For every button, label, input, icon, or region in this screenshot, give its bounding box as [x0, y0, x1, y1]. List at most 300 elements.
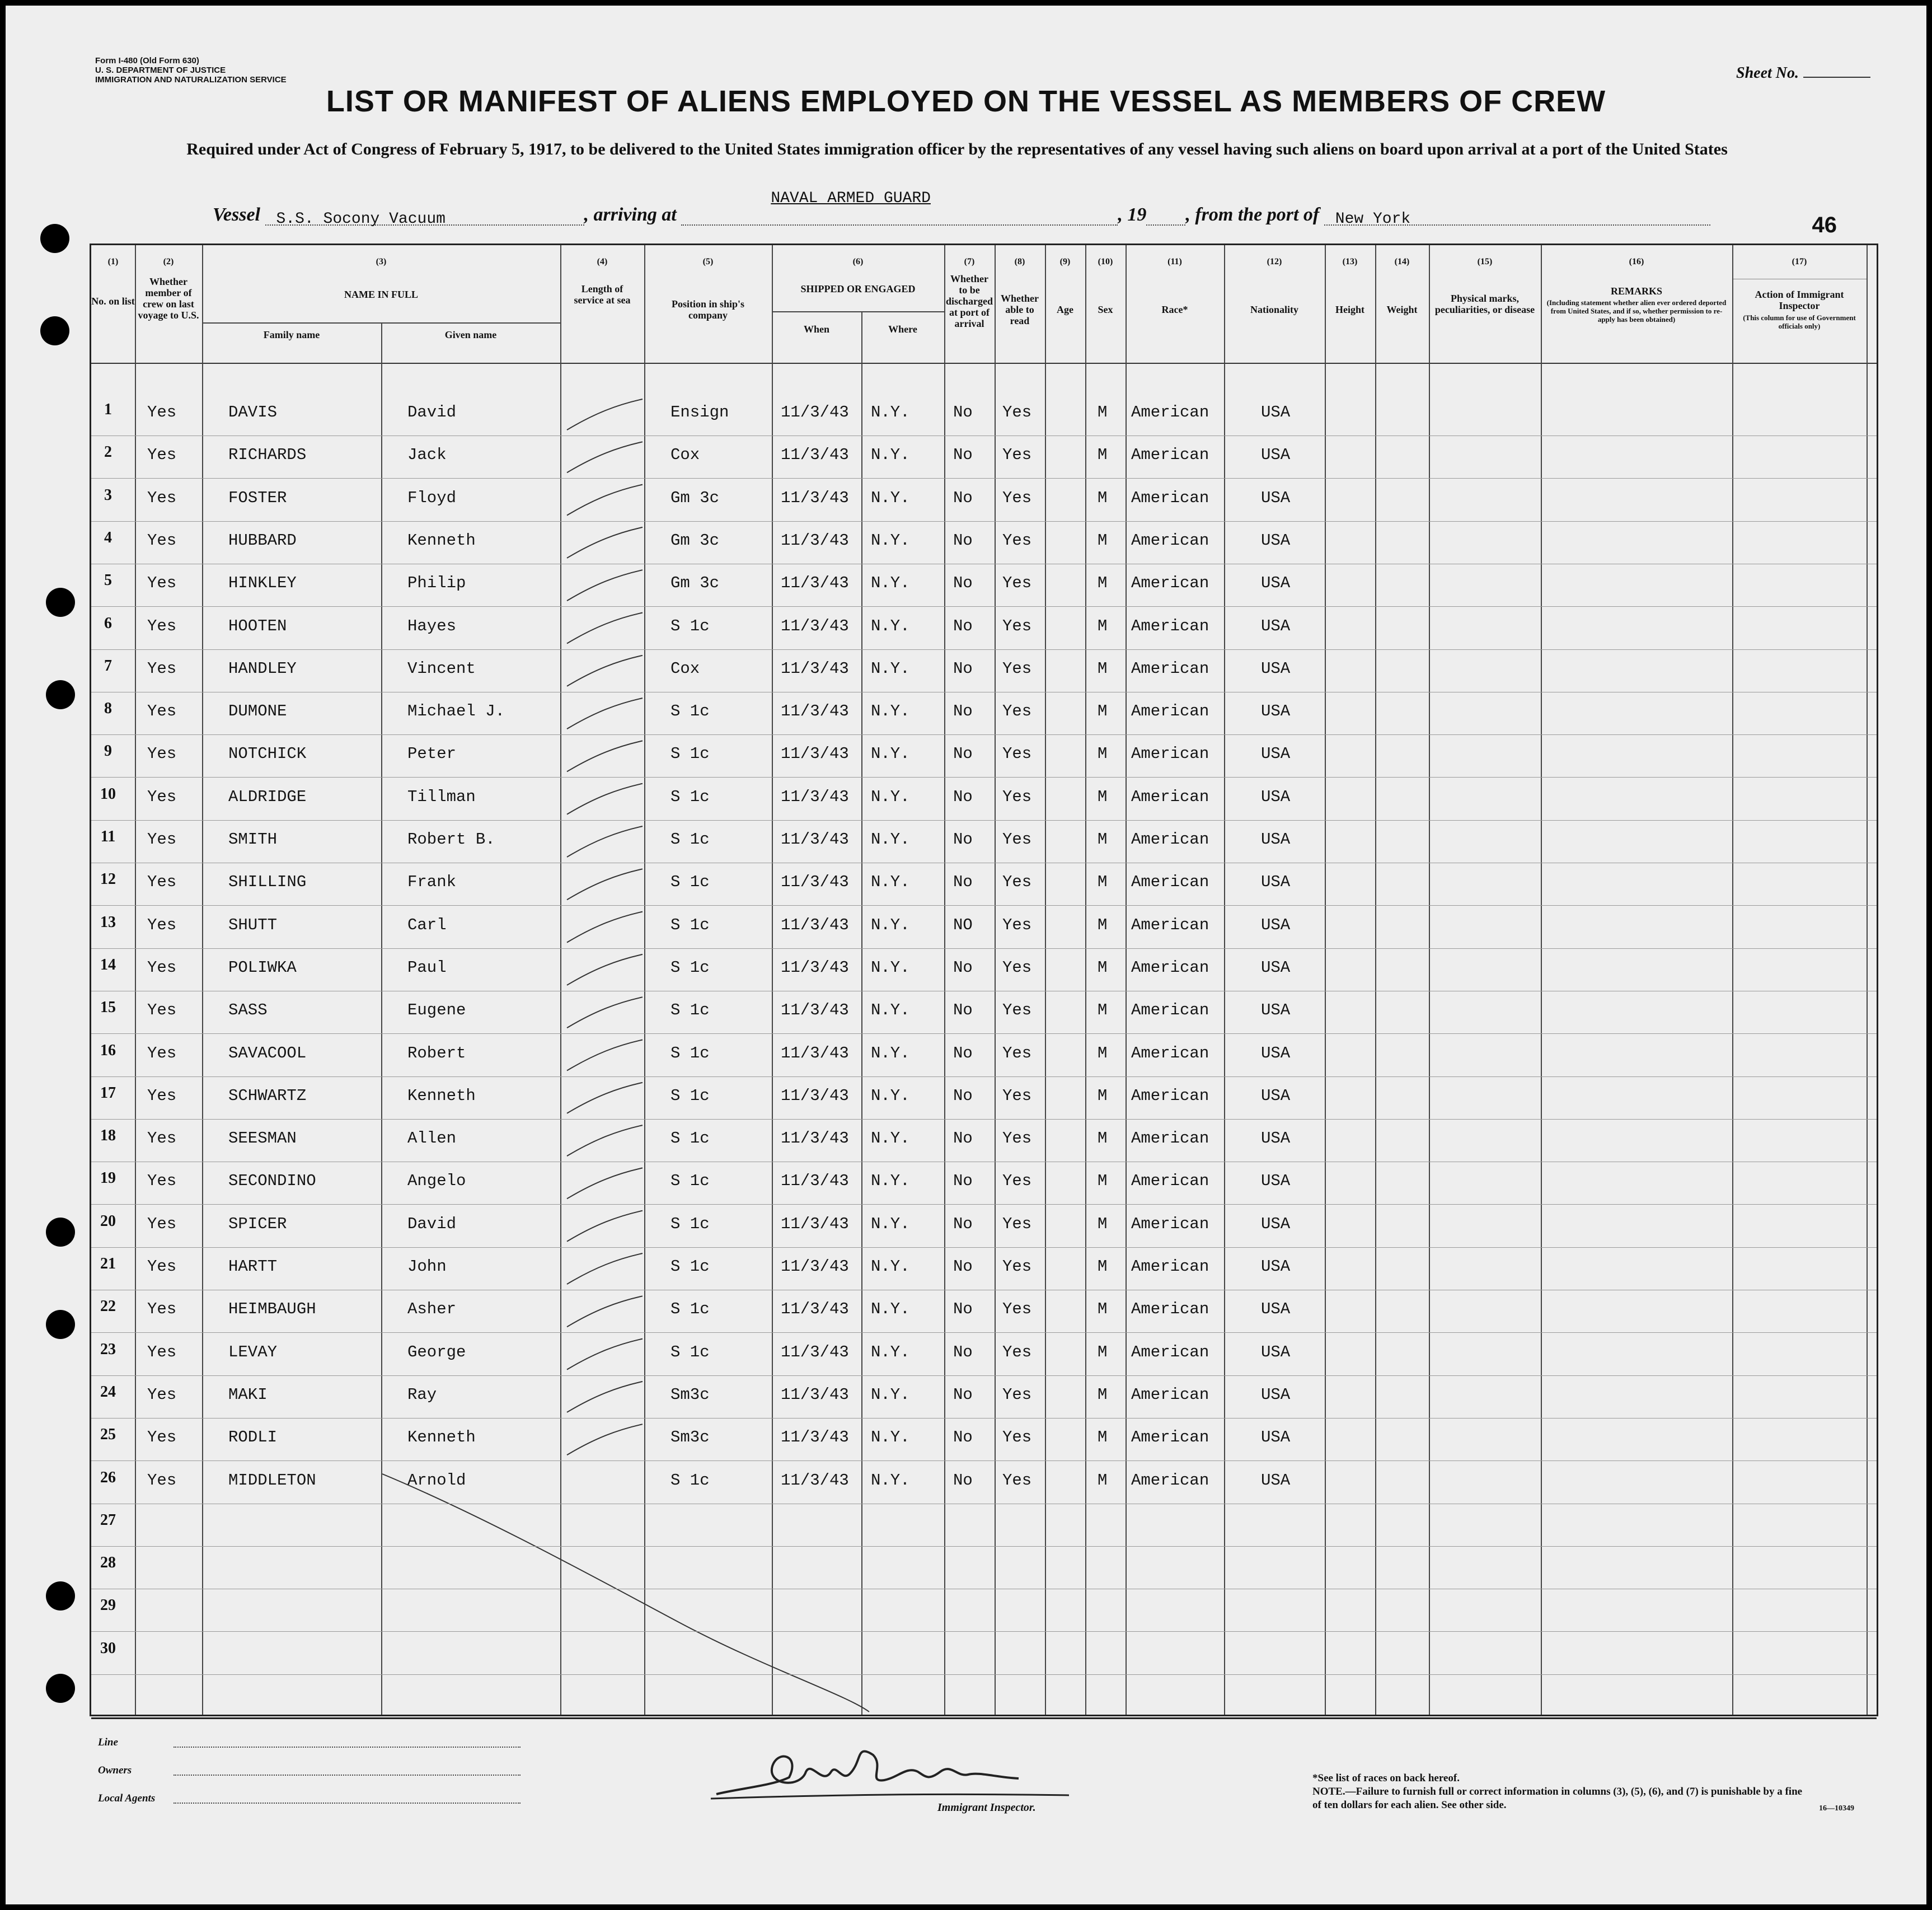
cell-nat: USA — [1261, 488, 1291, 507]
cell-disch: NO — [953, 915, 973, 934]
punch-hole — [46, 1581, 75, 1611]
cell-position: S 1c — [670, 1001, 710, 1020]
cell-crew: Yes — [147, 873, 177, 892]
cell-disch: No — [953, 702, 973, 721]
cell-family: SECONDINO — [228, 1172, 316, 1191]
col15-num: (15) — [1477, 257, 1493, 266]
row-number: 1 — [104, 401, 112, 418]
cell-when: 11/3/43 — [781, 1257, 849, 1276]
cell-sex: M — [1098, 1257, 1108, 1276]
cell-position: S 1c — [670, 1300, 710, 1319]
length-of-service-strokes — [91, 245, 1877, 1715]
cell-crew: Yes — [147, 1257, 177, 1276]
cell-race: American — [1131, 1043, 1209, 1062]
cell-sex: M — [1098, 1471, 1108, 1490]
cell-position: S 1c — [670, 830, 710, 849]
cell-read: Yes — [1002, 659, 1032, 678]
cell-crew: Yes — [147, 446, 177, 465]
cell-where: N.Y. — [871, 531, 910, 550]
cell-crew: Yes — [147, 1001, 177, 1020]
row-number: 23 — [100, 1340, 116, 1358]
cell-sex: M — [1098, 1043, 1108, 1062]
cell-read: Yes — [1002, 531, 1032, 550]
penalty-note: NOTE.—Failure to furnish full or correct information in columns (3), (5), (6), and (7) is punishable by a fine of ten dollars for each alien. See other side. — [1312, 1786, 1803, 1811]
row-number: 17 — [100, 1084, 116, 1102]
cell-disch: No — [953, 958, 973, 977]
cell-sex: M — [1098, 1172, 1108, 1191]
cell-position: S 1c — [670, 616, 710, 635]
cell-crew: Yes — [147, 531, 177, 550]
cell-crew: Yes — [147, 616, 177, 635]
cell-when: 11/3/43 — [781, 1300, 849, 1319]
cell-crew: Yes — [147, 702, 177, 721]
cell-given: John — [407, 1257, 447, 1276]
cell-disch: No — [953, 659, 973, 678]
cell-sex: M — [1098, 745, 1108, 764]
cell-disch: No — [953, 616, 973, 635]
row-number: 24 — [100, 1383, 116, 1401]
cell-disch: No — [953, 1172, 973, 1191]
cell-when: 11/3/43 — [781, 1214, 849, 1233]
cell-race: American — [1131, 958, 1209, 977]
cell-family: RODLI — [228, 1428, 278, 1447]
cell-disch: No — [953, 1214, 973, 1233]
cell-nat: USA — [1261, 1214, 1291, 1233]
cell-family: HOOTEN — [228, 616, 287, 635]
cell-position: Cox — [670, 659, 700, 678]
row-number: 22 — [100, 1298, 116, 1316]
cell-where: N.Y. — [871, 1471, 910, 1490]
cell-given: Paul — [407, 958, 447, 977]
cell-sex: M — [1098, 1428, 1108, 1447]
inspector-signature — [705, 1733, 1075, 1805]
cell-nat: USA — [1261, 1342, 1291, 1361]
sheet-number — [1736, 64, 1870, 82]
cell-nat: USA — [1261, 403, 1291, 422]
cell-race: American — [1131, 531, 1209, 550]
cell-read: Yes — [1002, 1257, 1032, 1276]
cell-read: Yes — [1002, 873, 1032, 892]
row-number: 27 — [100, 1511, 116, 1529]
cell-family: LEVAY — [228, 1342, 278, 1361]
cell-read: Yes — [1002, 1001, 1032, 1020]
cell-crew: Yes — [147, 488, 177, 507]
cell-where: N.Y. — [871, 403, 910, 422]
cell-nat: USA — [1261, 830, 1291, 849]
cell-given: Kenneth — [407, 531, 476, 550]
col14-num: (14) — [1394, 257, 1410, 266]
cell-when: 11/3/43 — [781, 830, 849, 849]
cell-disch: No — [953, 1471, 973, 1490]
cell-position: S 1c — [670, 1086, 710, 1105]
cell-sex: M — [1098, 702, 1108, 721]
cell-nat: USA — [1261, 787, 1291, 806]
cell-given: Floyd — [407, 488, 457, 507]
cell-nat: USA — [1261, 915, 1291, 934]
cell-where: N.Y. — [871, 574, 910, 593]
cell-read: Yes — [1002, 915, 1032, 934]
cell-sex: M — [1098, 531, 1108, 550]
cell-read: Yes — [1002, 616, 1032, 635]
row-number: 26 — [100, 1468, 116, 1486]
cell-where: N.Y. — [871, 958, 910, 977]
cell-race: American — [1131, 1300, 1209, 1319]
cell-where: N.Y. — [871, 1172, 910, 1191]
punch-hole — [40, 224, 69, 253]
cell-position: S 1c — [670, 745, 710, 764]
col1-header: No. on list — [91, 296, 135, 307]
cell-crew: Yes — [147, 1385, 177, 1404]
row-number: 21 — [100, 1255, 116, 1272]
cell-crew: Yes — [147, 403, 177, 422]
row-number: 2 — [104, 443, 112, 461]
cell-disch: No — [953, 1300, 973, 1319]
cell-given: Frank — [407, 873, 457, 892]
cell-family: SCHWARTZ — [228, 1086, 307, 1105]
cell-family: HANDLEY — [228, 659, 297, 678]
cell-read: Yes — [1002, 1428, 1032, 1447]
cell-nat: USA — [1261, 702, 1291, 721]
cell-nat: USA — [1261, 1385, 1291, 1404]
cell-when: 11/3/43 — [781, 616, 849, 635]
cell-given: David — [407, 1214, 457, 1233]
cell-where: N.Y. — [871, 873, 910, 892]
cell-crew: Yes — [147, 1172, 177, 1191]
arriving-value: NAVAL ARMED GUARD — [771, 190, 931, 207]
col9-num: (9) — [1059, 257, 1071, 266]
cell-family: MIDDLETON — [228, 1471, 316, 1490]
cell-crew: Yes — [147, 787, 177, 806]
cell-crew: Yes — [147, 1471, 177, 1490]
cell-read: Yes — [1002, 1086, 1032, 1105]
cell-when: 11/3/43 — [781, 915, 849, 934]
cell-given: Michael J. — [407, 702, 505, 721]
col12-header: Nationality — [1250, 304, 1298, 315]
cell-family: MAKI — [228, 1385, 268, 1404]
cell-when: 11/3/43 — [781, 787, 849, 806]
cell-disch: No — [953, 446, 973, 465]
cell-where: N.Y. — [871, 1342, 910, 1361]
cell-when: 11/3/43 — [781, 531, 849, 550]
sheet-label: Sheet No. — [1736, 64, 1799, 82]
cell-read: Yes — [1002, 745, 1032, 764]
cell-race: American — [1131, 873, 1209, 892]
cell-when: 11/3/43 — [781, 1129, 849, 1148]
punch-hole — [46, 1218, 75, 1247]
cell-crew: Yes — [147, 915, 177, 934]
cell-read: Yes — [1002, 1172, 1032, 1191]
cell-race: American — [1131, 574, 1209, 593]
row-number: 9 — [104, 742, 112, 760]
cell-where: N.Y. — [871, 1428, 910, 1447]
cell-read: Yes — [1002, 1471, 1032, 1490]
col11-num: (11) — [1167, 257, 1182, 266]
cell-family: SMITH — [228, 830, 278, 849]
races-note: *See list of races on back hereof. — [1312, 1772, 1460, 1784]
cell-read: Yes — [1002, 787, 1032, 806]
cell-where: N.Y. — [871, 659, 910, 678]
cell-nat: USA — [1261, 1428, 1291, 1447]
cell-sex: M — [1098, 1300, 1108, 1319]
cell-read: Yes — [1002, 488, 1032, 507]
cell-given: Angelo — [407, 1172, 466, 1191]
cell-where: N.Y. — [871, 1385, 910, 1404]
col15-header: Physical marks, peculiarities, or disease — [1434, 293, 1535, 315]
cell-crew: Yes — [147, 958, 177, 977]
cell-sex: M — [1098, 1214, 1108, 1233]
cell-when: 11/3/43 — [781, 403, 849, 422]
cell-read: Yes — [1002, 403, 1032, 422]
punch-hole — [46, 1674, 75, 1703]
cell-race: American — [1131, 1385, 1209, 1404]
cell-nat: USA — [1261, 616, 1291, 635]
col3-header: NAME IN FULL — [344, 289, 418, 300]
row-number: 8 — [104, 700, 112, 718]
cell-crew: Yes — [147, 1043, 177, 1062]
row-number: 13 — [100, 913, 116, 931]
row-number: 29 — [100, 1597, 116, 1614]
cell-disch: No — [953, 1428, 973, 1447]
cell-family: POLIWKA — [228, 958, 297, 977]
cell-crew: Yes — [147, 574, 177, 593]
row-number: 28 — [100, 1554, 116, 1572]
form-number: Form I-480 (Old Form 630) — [95, 56, 199, 65]
cell-nat: USA — [1261, 958, 1291, 977]
col13-header: Height — [1335, 304, 1364, 315]
cell-sex: M — [1098, 446, 1108, 465]
cell-nat: USA — [1261, 659, 1291, 678]
row-number: 25 — [100, 1426, 116, 1444]
punch-hole — [46, 680, 75, 709]
cell-read: Yes — [1002, 830, 1032, 849]
cell-nat: USA — [1261, 1043, 1291, 1062]
cell-race: American — [1131, 1342, 1209, 1361]
cell-sex: M — [1098, 403, 1108, 422]
cell-race: American — [1131, 1129, 1209, 1148]
cell-position: S 1c — [670, 787, 710, 806]
cell-disch: No — [953, 787, 973, 806]
cell-race: American — [1131, 403, 1209, 422]
cell-given: Hayes — [407, 616, 457, 635]
col11-header: Race* — [1161, 304, 1188, 315]
cell-where: N.Y. — [871, 1129, 910, 1148]
cell-sex: M — [1098, 488, 1108, 507]
cell-where: N.Y. — [871, 1043, 910, 1062]
cell-crew: Yes — [147, 659, 177, 678]
cell-when: 11/3/43 — [781, 1428, 849, 1447]
cell-sex: M — [1098, 1385, 1108, 1404]
cell-position: Ensign — [670, 403, 729, 422]
cell-when: 11/3/43 — [781, 873, 849, 892]
row-number: 12 — [100, 870, 116, 888]
row-number: 30 — [100, 1639, 116, 1657]
cell-race: American — [1131, 659, 1209, 678]
cell-given: Kenneth — [407, 1428, 476, 1447]
vessel-label: Vessel — [213, 204, 260, 225]
cell-nat: USA — [1261, 1172, 1291, 1191]
cell-family: DAVIS — [228, 403, 278, 422]
col2-num: (2) — [163, 257, 174, 266]
cell-given: Jack — [407, 446, 447, 465]
col6-header: SHIPPED OR ENGAGED — [800, 283, 916, 294]
col16-subheader: (Including statement whether alien ever ordered deported from United States, and if so, whether permission to re-apply has been obtained) — [1546, 298, 1727, 324]
cell-disch: No — [953, 488, 973, 507]
cell-race: American — [1131, 1001, 1209, 1020]
col5-num: (5) — [702, 257, 714, 266]
cell-given: Arnold — [407, 1471, 466, 1490]
cell-read: Yes — [1002, 446, 1032, 465]
cell-family: HUBBARD — [228, 531, 297, 550]
cell-read: Yes — [1002, 1300, 1032, 1319]
col7-num: (7) — [964, 257, 975, 266]
cell-nat: USA — [1261, 873, 1291, 892]
cell-given: David — [407, 403, 457, 422]
cell-sex: M — [1098, 787, 1108, 806]
cell-race: American — [1131, 787, 1209, 806]
cell-read: Yes — [1002, 1043, 1032, 1062]
cell-given: Tillman — [407, 787, 476, 806]
form-identifier — [95, 56, 287, 85]
cell-race: American — [1131, 915, 1209, 934]
cell-read: Yes — [1002, 1129, 1032, 1148]
cell-given: Robert B. — [407, 830, 495, 849]
cell-given: Ray — [407, 1385, 437, 1404]
col17-num: (17) — [1792, 257, 1807, 266]
arriving-label: , arriving at — [584, 204, 677, 225]
cell-race: American — [1131, 1428, 1209, 1447]
cell-where: N.Y. — [871, 1214, 910, 1233]
cell-where: N.Y. — [871, 830, 910, 849]
cell-given: Philip — [407, 574, 466, 593]
cell-where: N.Y. — [871, 1001, 910, 1020]
cell-given: Eugene — [407, 1001, 466, 1020]
cell-sex: M — [1098, 830, 1108, 849]
cell-race: American — [1131, 702, 1209, 721]
cell-family: DUMONE — [228, 702, 287, 721]
cell-when: 11/3/43 — [781, 659, 849, 678]
row-number: 19 — [100, 1169, 116, 1187]
cell-disch: No — [953, 1257, 973, 1276]
cell-disch: No — [953, 1001, 973, 1020]
cell-position: S 1c — [670, 1257, 710, 1276]
cell-race: American — [1131, 1172, 1209, 1191]
cell-when: 11/3/43 — [781, 745, 849, 764]
cell-race: American — [1131, 1257, 1209, 1276]
cell-disch: No — [953, 1086, 973, 1105]
cell-given: Allen — [407, 1129, 457, 1148]
cell-family: SEESMAN — [228, 1129, 297, 1148]
row-number: 7 — [104, 657, 112, 675]
col10-num: (10) — [1098, 257, 1113, 266]
col4-num: (4) — [597, 257, 608, 266]
service: IMMIGRATION AND NATURALIZATION SERVICE — [95, 75, 287, 85]
cell-sex: M — [1098, 958, 1108, 977]
cell-position: S 1c — [670, 1471, 710, 1490]
cell-family: FOSTER — [228, 488, 287, 507]
cell-race: American — [1131, 616, 1209, 635]
cell-read: Yes — [1002, 574, 1032, 593]
cell-given: Asher — [407, 1300, 457, 1319]
agents-label: Local Agents — [98, 1792, 156, 1804]
col3-num: (3) — [376, 257, 387, 266]
row-number: 20 — [100, 1212, 116, 1230]
cell-family: RICHARDS — [228, 446, 307, 465]
cell-when: 11/3/43 — [781, 1001, 849, 1020]
cell-given: Vincent — [407, 659, 476, 678]
cell-position: S 1c — [670, 1214, 710, 1233]
cell-nat: USA — [1261, 574, 1291, 593]
cell-when: 11/3/43 — [781, 1043, 849, 1062]
cell-position: S 1c — [670, 915, 710, 934]
crew-table — [90, 244, 1878, 1716]
cell-position: S 1c — [670, 1342, 710, 1361]
cell-disch: No — [953, 745, 973, 764]
cell-read: Yes — [1002, 1385, 1032, 1404]
cell-nat: USA — [1261, 1300, 1291, 1319]
cell-nat: USA — [1261, 531, 1291, 550]
cell-family: SAVACOOL — [228, 1043, 307, 1062]
cell-read: Yes — [1002, 958, 1032, 977]
cell-disch: No — [953, 873, 973, 892]
cell-disch: No — [953, 1129, 973, 1148]
cell-crew: Yes — [147, 1342, 177, 1361]
cell-nat: USA — [1261, 1129, 1291, 1148]
cell-when: 11/3/43 — [781, 1471, 849, 1490]
from-label: , from the port of — [1185, 204, 1320, 225]
cell-position: Gm 3c — [670, 488, 720, 507]
col10-header: Sex — [1098, 304, 1113, 315]
cell-given: Carl — [407, 915, 447, 934]
cell-where: N.Y. — [871, 915, 910, 934]
cell-when: 11/3/43 — [781, 1086, 849, 1105]
cell-when: 11/3/43 — [781, 446, 849, 465]
cell-nat: USA — [1261, 1471, 1291, 1490]
row-number: 15 — [100, 999, 116, 1017]
col2-header: Whether member of crew on last voyage to U.S. — [138, 276, 199, 321]
col12-num: (12) — [1267, 257, 1282, 266]
year-label: , 19 — [1118, 204, 1147, 225]
line-label: Line — [98, 1736, 118, 1748]
cell-disch: No — [953, 531, 973, 550]
cell-disch: No — [953, 1385, 973, 1404]
cell-family: SPICER — [228, 1214, 287, 1233]
form-code: 16—10349 — [1819, 1804, 1854, 1813]
col8-num: (8) — [1014, 257, 1025, 266]
owners-label: Owners — [98, 1764, 132, 1776]
row-number: 14 — [100, 956, 116, 973]
cell-when: 11/3/43 — [781, 958, 849, 977]
col6a-header: When — [803, 324, 829, 335]
cell-where: N.Y. — [871, 488, 910, 507]
cell-family: NOTCHICK — [228, 745, 307, 764]
col14-header: Weight — [1386, 304, 1418, 315]
cell-read: Yes — [1002, 1214, 1032, 1233]
row-number: 10 — [100, 785, 116, 803]
cell-family: ALDRIDGE — [228, 787, 307, 806]
cell-when: 11/3/43 — [781, 702, 849, 721]
from-value: New York — [1335, 210, 1411, 228]
cell-given: Robert — [407, 1043, 466, 1062]
cell-family: SHUTT — [228, 915, 278, 934]
col4-header: Length of service at sea — [574, 283, 631, 306]
col17-header: Action of Immigrant Inspector — [1755, 289, 1844, 311]
cell-where: N.Y. — [871, 702, 910, 721]
cell-nat: USA — [1261, 1001, 1291, 1020]
page-subtitle: Required under Act of Congress of February 5, 1917, to be delivered to the United States immigration officer by the representatives of any vessel having such aliens on board upon arrival at a port of the United States — [186, 140, 1728, 158]
cell-position: Sm3c — [670, 1385, 710, 1404]
cell-where: N.Y. — [871, 446, 910, 465]
cell-given: Kenneth — [407, 1086, 476, 1105]
